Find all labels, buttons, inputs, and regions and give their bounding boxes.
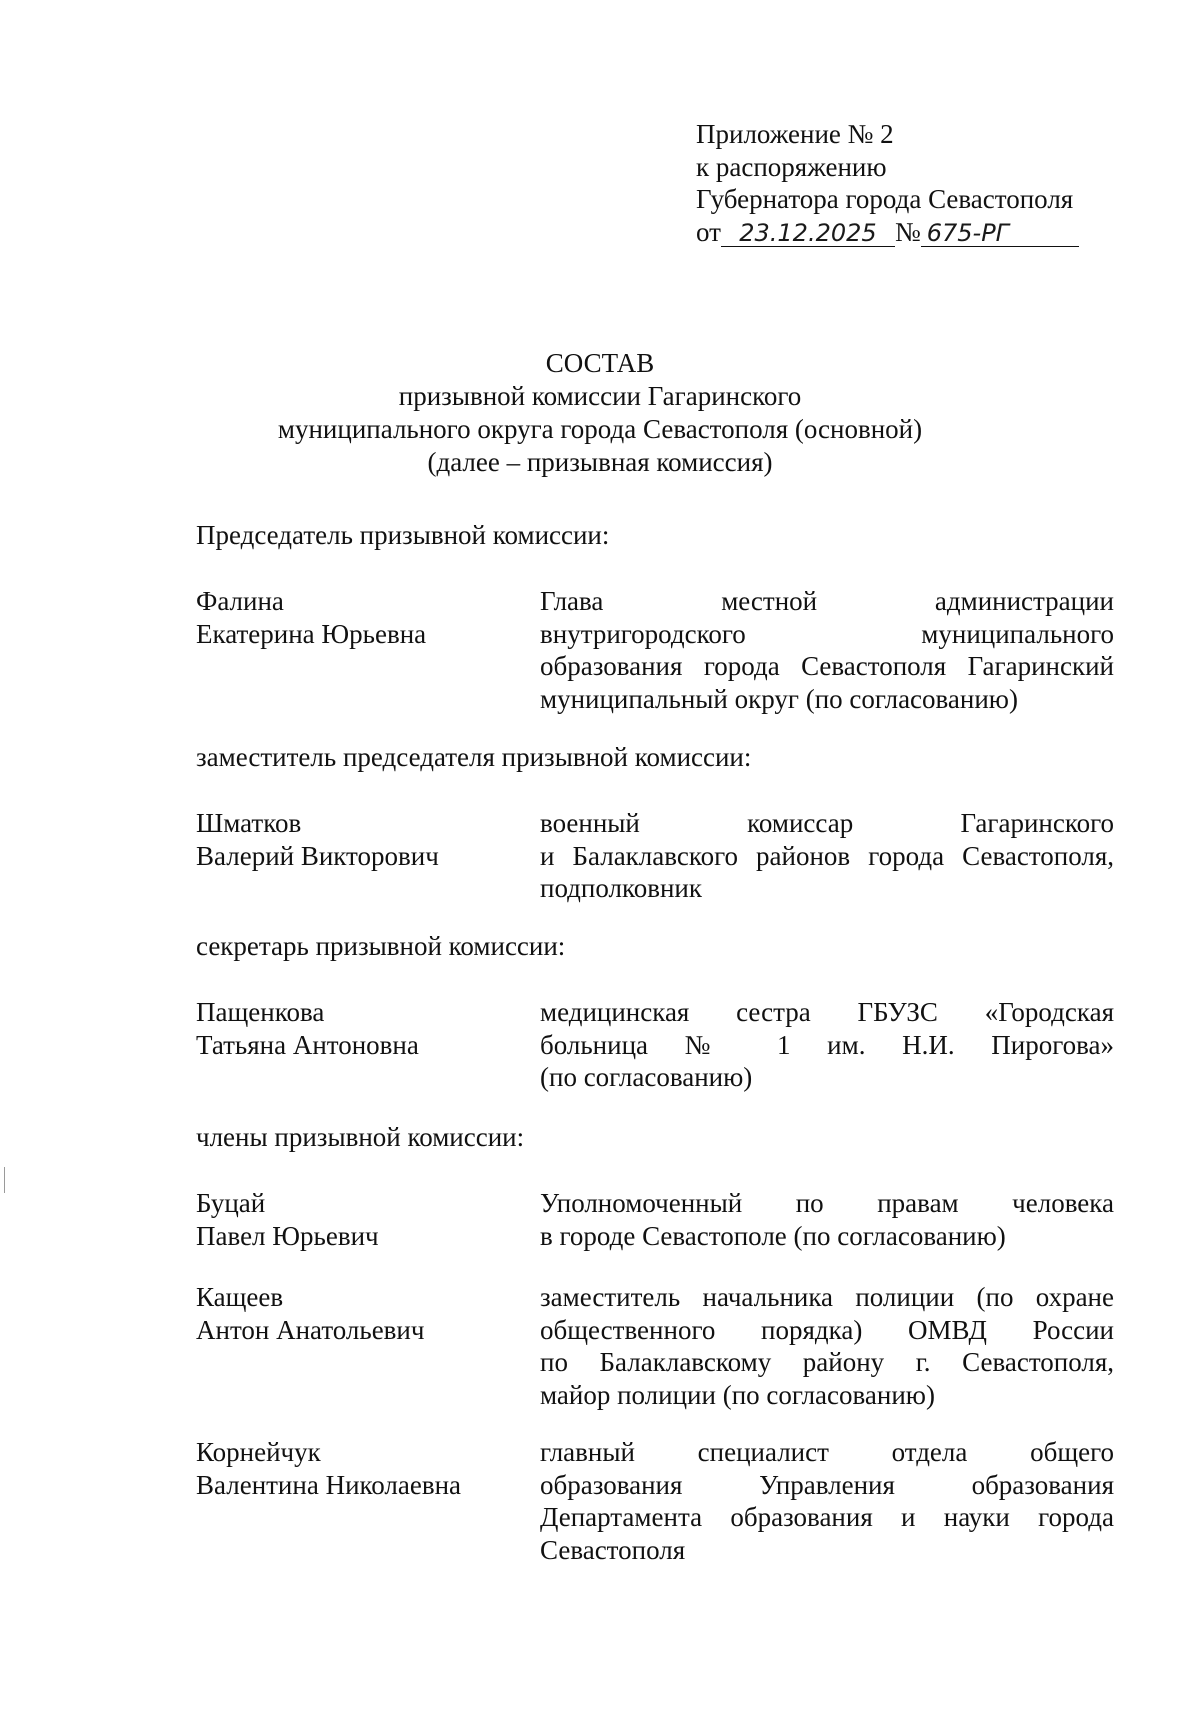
section-deputy: заместитель председателя призывной комиссии: (196, 742, 752, 772)
scan-margin-mark (4, 1167, 5, 1193)
member-name (196, 585, 516, 650)
member-surname: Шматков (196, 808, 302, 838)
member-name (196, 996, 516, 1061)
position-line: медицинская сестра ГБУЗС «Городская (540, 997, 1114, 1027)
position-line: Севастополя (540, 1534, 686, 1565)
position-line: муниципальный округ (по согласованию) (540, 683, 1018, 714)
section-secretary: секретарь призывной комиссии: (196, 931, 566, 961)
member-position (540, 807, 1114, 905)
position-line: (по согласованию) (540, 1062, 753, 1092)
section-members: члены призывной комиссии: (196, 1122, 525, 1152)
member-given-names: Екатерина Юрьевна (196, 618, 427, 649)
position-line: заместитель начальника полиции (по охране (540, 1282, 1114, 1312)
position-line: майор полиции (по согласованию) (540, 1379, 935, 1410)
number-prefix: № (894, 216, 921, 247)
member-position (540, 585, 1114, 715)
date-prefix: от (696, 216, 721, 247)
member-surname: Фалина (196, 586, 284, 616)
member-position (540, 1281, 1114, 1411)
annex-number: Приложение № 2 (696, 119, 894, 149)
member-given-names: Татьяна Антоновна (196, 1029, 419, 1060)
position-line: Департамента образования и науки города (540, 1502, 1114, 1532)
annex-header (696, 118, 1079, 248)
member-surname: Корнейчук (196, 1437, 321, 1467)
position-line: подполковник (540, 873, 702, 903)
member-surname: Пащенкова (196, 997, 325, 1027)
member-surname: Буцай (196, 1188, 266, 1218)
member-given-names: Антон Анатольевич (196, 1314, 425, 1345)
position-line: по Балаклавскому району г. Севастополя, (540, 1347, 1114, 1377)
handwritten-date: 23.12.2025 (721, 220, 895, 247)
member-name (196, 1436, 516, 1501)
member-given-names: Валерий Викторович (196, 840, 439, 871)
position-line: образования Управления образования (540, 1469, 1114, 1500)
member-position (540, 996, 1114, 1094)
title-line-2: муниципального округа города Севастополя (основной) (277, 414, 923, 444)
annex-issuer: Губернатора города Севастополя (696, 184, 1074, 214)
annex-date-line (696, 216, 1079, 249)
position-line: главный специалист отдела общего (540, 1437, 1114, 1467)
member-name (196, 1187, 516, 1252)
member-surname: Кащеев (196, 1282, 284, 1312)
position-line: больница № 1 им. Н.И. Пирогова» (540, 1029, 1114, 1060)
position-line: военный комиссар Гагаринского (540, 808, 1114, 838)
member-given-names: Павел Юрьевич (196, 1220, 379, 1251)
document-title (0, 347, 1200, 479)
position-line: в городе Севастополе (по согласованию) (540, 1220, 1006, 1251)
position-line: образования города Севастополя Гагаринский (540, 651, 1114, 681)
position-line: Уполномоченный по правам человека (540, 1188, 1114, 1218)
position-line: общественного порядка) ОМВД России (540, 1314, 1114, 1345)
title-line-3: (далее – призывная комиссия) (427, 447, 773, 477)
member-name (196, 807, 516, 872)
member-given-names: Валентина Николаевна (196, 1469, 462, 1500)
member-position (540, 1187, 1114, 1252)
position-line: и Балаклавского районов города Севастополя, (540, 840, 1114, 871)
title-heading: СОСТАВ (545, 348, 655, 378)
handwritten-number: 675-РГ (921, 220, 1079, 247)
position-line: внутригородского муниципального (540, 618, 1114, 649)
member-position (540, 1436, 1114, 1566)
section-chairman: Председатель призывной комиссии: (196, 520, 610, 550)
title-line-1: призывной комиссии Гагаринского (398, 381, 802, 411)
member-name (196, 1281, 516, 1346)
annex-order-type: к распоряжению (696, 151, 887, 182)
position-line: Глава местной администрации (540, 586, 1114, 616)
